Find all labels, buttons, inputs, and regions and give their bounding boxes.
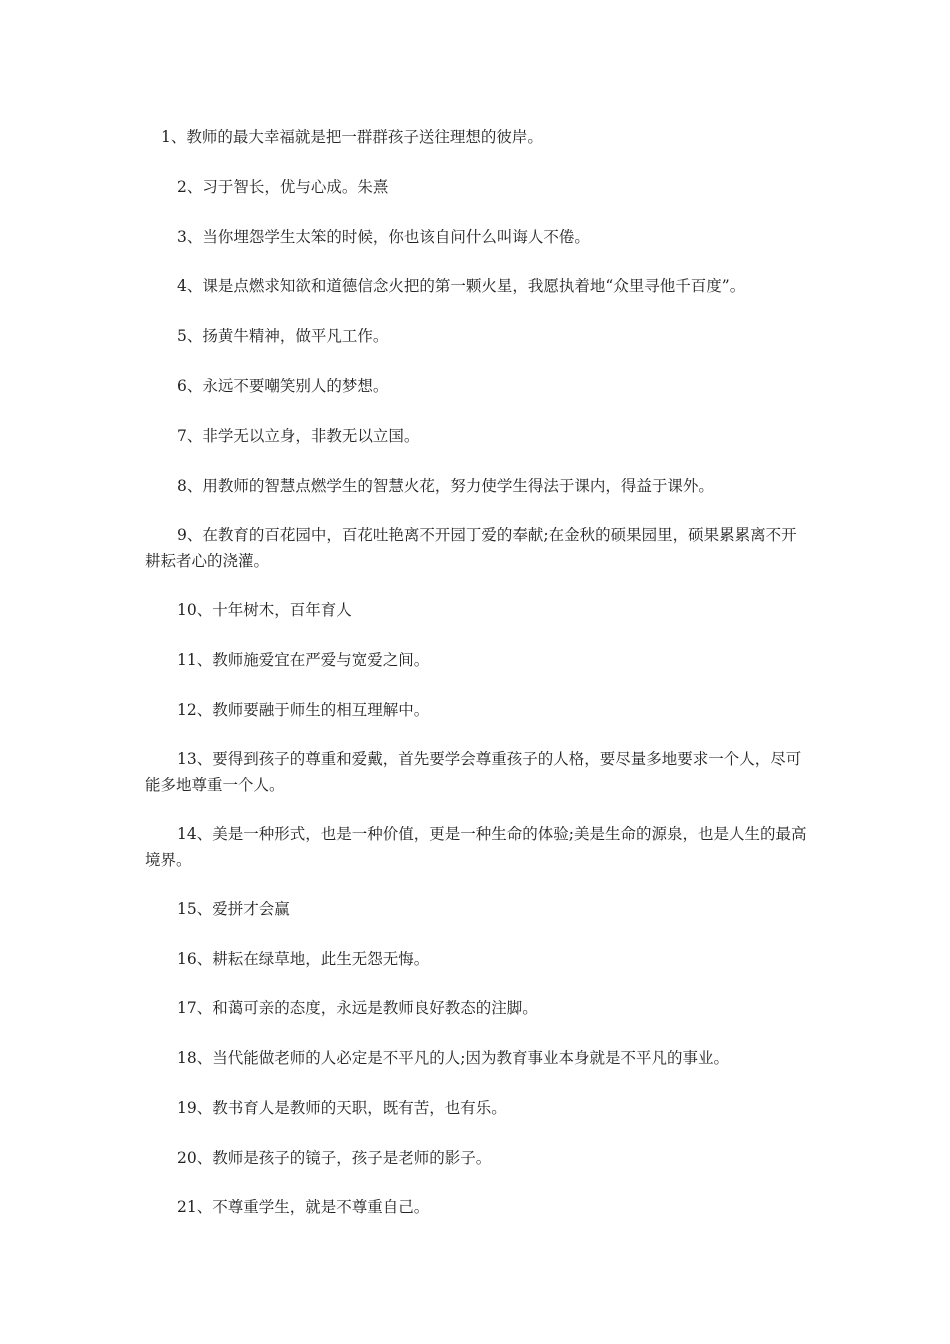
quote-1: 1、教师的最大幸福就是把一群群孩子送往理想的彼岸。 [161, 128, 543, 146]
quote-11: 11、教师施爱宜在严爱与宽爱之间。 [177, 651, 430, 669]
quote-2: 2、习于智长，优与心成。朱熹 [177, 178, 389, 196]
quote-14: 14、美是一种形式，也是一种价值，更是一种生命的体验;美是生命的源泉，也是人生的最高境界。 [145, 825, 807, 869]
quote-19: 19、教书育人是教师的天职，既有苦，也有乐。 [177, 1099, 507, 1117]
quote-15: 15、爱拼才会赢 [177, 900, 290, 918]
quote-21: 21、不尊重学生，就是不尊重自己。 [177, 1198, 430, 1216]
quote-6: 6、永远不要嘲笑别人的梦想。 [177, 377, 389, 395]
quote-5: 5、扬黄牛精神，做平凡工作。 [177, 327, 389, 345]
quote-3: 3、当你埋怨学生太笨的时候，你也该自问什么叫诲人不倦。 [177, 228, 590, 246]
quote-16: 16、耕耘在绿草地，此生无怨无悔。 [177, 950, 430, 968]
quote-12: 12、教师要融于师生的相互理解中。 [177, 701, 430, 719]
quote-10: 10、十年树木，百年育人 [177, 601, 352, 619]
quote-18: 18、当代能做老师的人必定是不平凡的人;因为教育事业本身就是不平凡的事业。 [177, 1049, 729, 1067]
quote-9: 9、在教育的百花园中，百花吐艳离不开园丁爱的奉献;在金秋的硕果园里，硕果累累离不开耕耘者心的浇灌。 [145, 526, 797, 570]
quote-7: 7、非学无以立身，非教无以立国。 [177, 427, 420, 445]
quote-8: 8、用教师的智慧点燃学生的智慧火花，努力使学生得法于课内，得益于课外。 [177, 477, 714, 495]
quote-17: 17、和蔼可亲的态度，永远是教师良好教态的注脚。 [177, 999, 538, 1017]
quote-13: 13、要得到孩子的尊重和爱戴，首先要学会尊重孩子的人格，要尽量多地要求一个人，尽可能多地尊重一个人。 [145, 750, 802, 794]
quote-20: 20、教师是孩子的镜子，孩子是老师的影子。 [177, 1149, 492, 1167]
quote-4: 4、课是点燃求知欲和道德信念火把的第一颗火星，我愿执着地“众里寻他千百度”。 [177, 277, 746, 295]
